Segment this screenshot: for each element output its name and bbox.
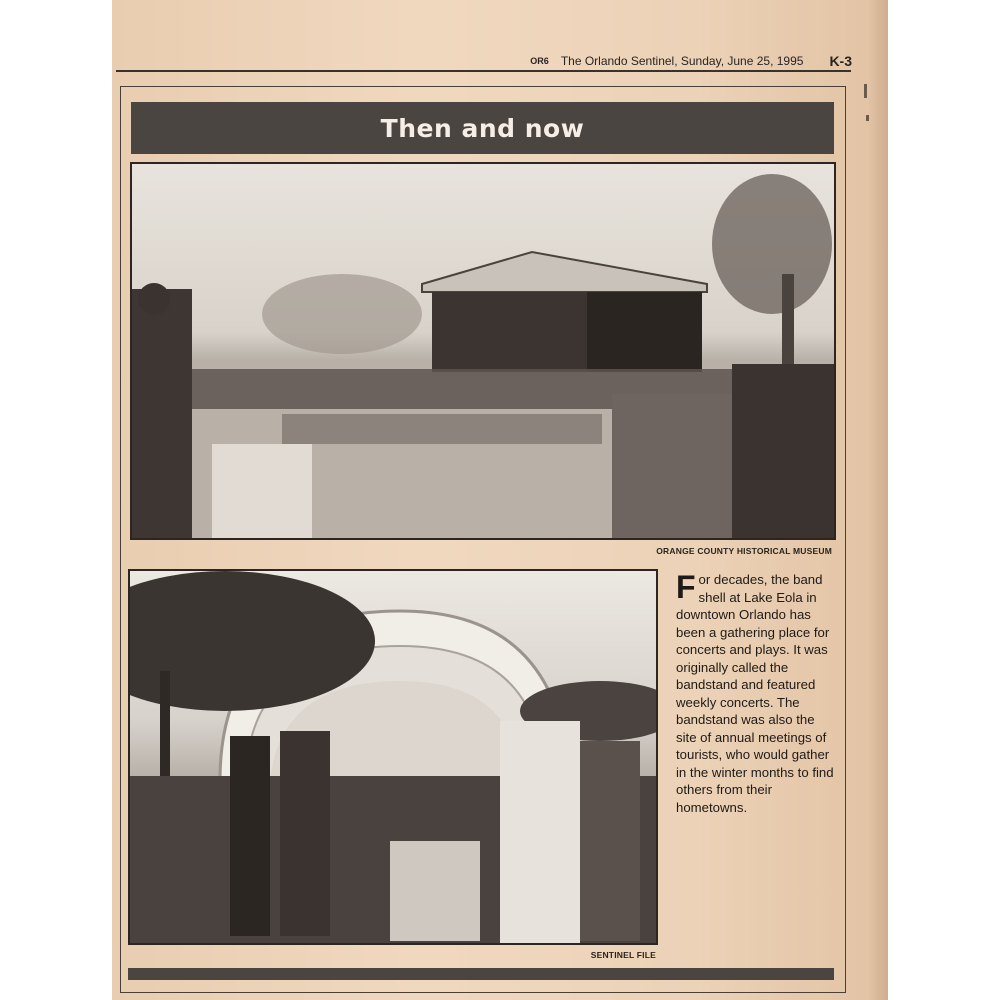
story-text (676, 571, 836, 816)
modern-bandshell-illustration (130, 571, 658, 945)
story-body: or decades, the band shell at Lake Eola in downtown Orlando has been a gathering place for concerts and plays. It was originally called the bandstand and featured weekly concerts. The bandstand was also the site of annual meetings of tourists, who would gather in the winter months to find others from their hometowns. (676, 572, 834, 815)
historic-bandstand-illustration (132, 164, 836, 540)
section-code: OR6 (530, 56, 549, 66)
page-number: K-3 (829, 53, 852, 69)
dateline: The Orlando Sentinel, Sunday, June 25, 1995 (560, 54, 804, 68)
modern-bandshell-photo (128, 569, 658, 945)
feature-banner (131, 102, 834, 154)
margin-mark (864, 84, 867, 98)
bottom-rule (128, 968, 834, 980)
feature-title: Then and now (380, 113, 585, 143)
photo-credit-then: ORANGE COUNTY HISTORICAL MUSEUM (656, 546, 832, 556)
masthead-rule (116, 70, 851, 72)
page-edge-shadow (868, 0, 888, 1000)
drop-cap: F (676, 569, 696, 605)
photo-credit-now: SENTINEL FILE (590, 950, 656, 960)
margin-mark (866, 115, 869, 121)
historic-bandstand-photo (130, 162, 836, 540)
